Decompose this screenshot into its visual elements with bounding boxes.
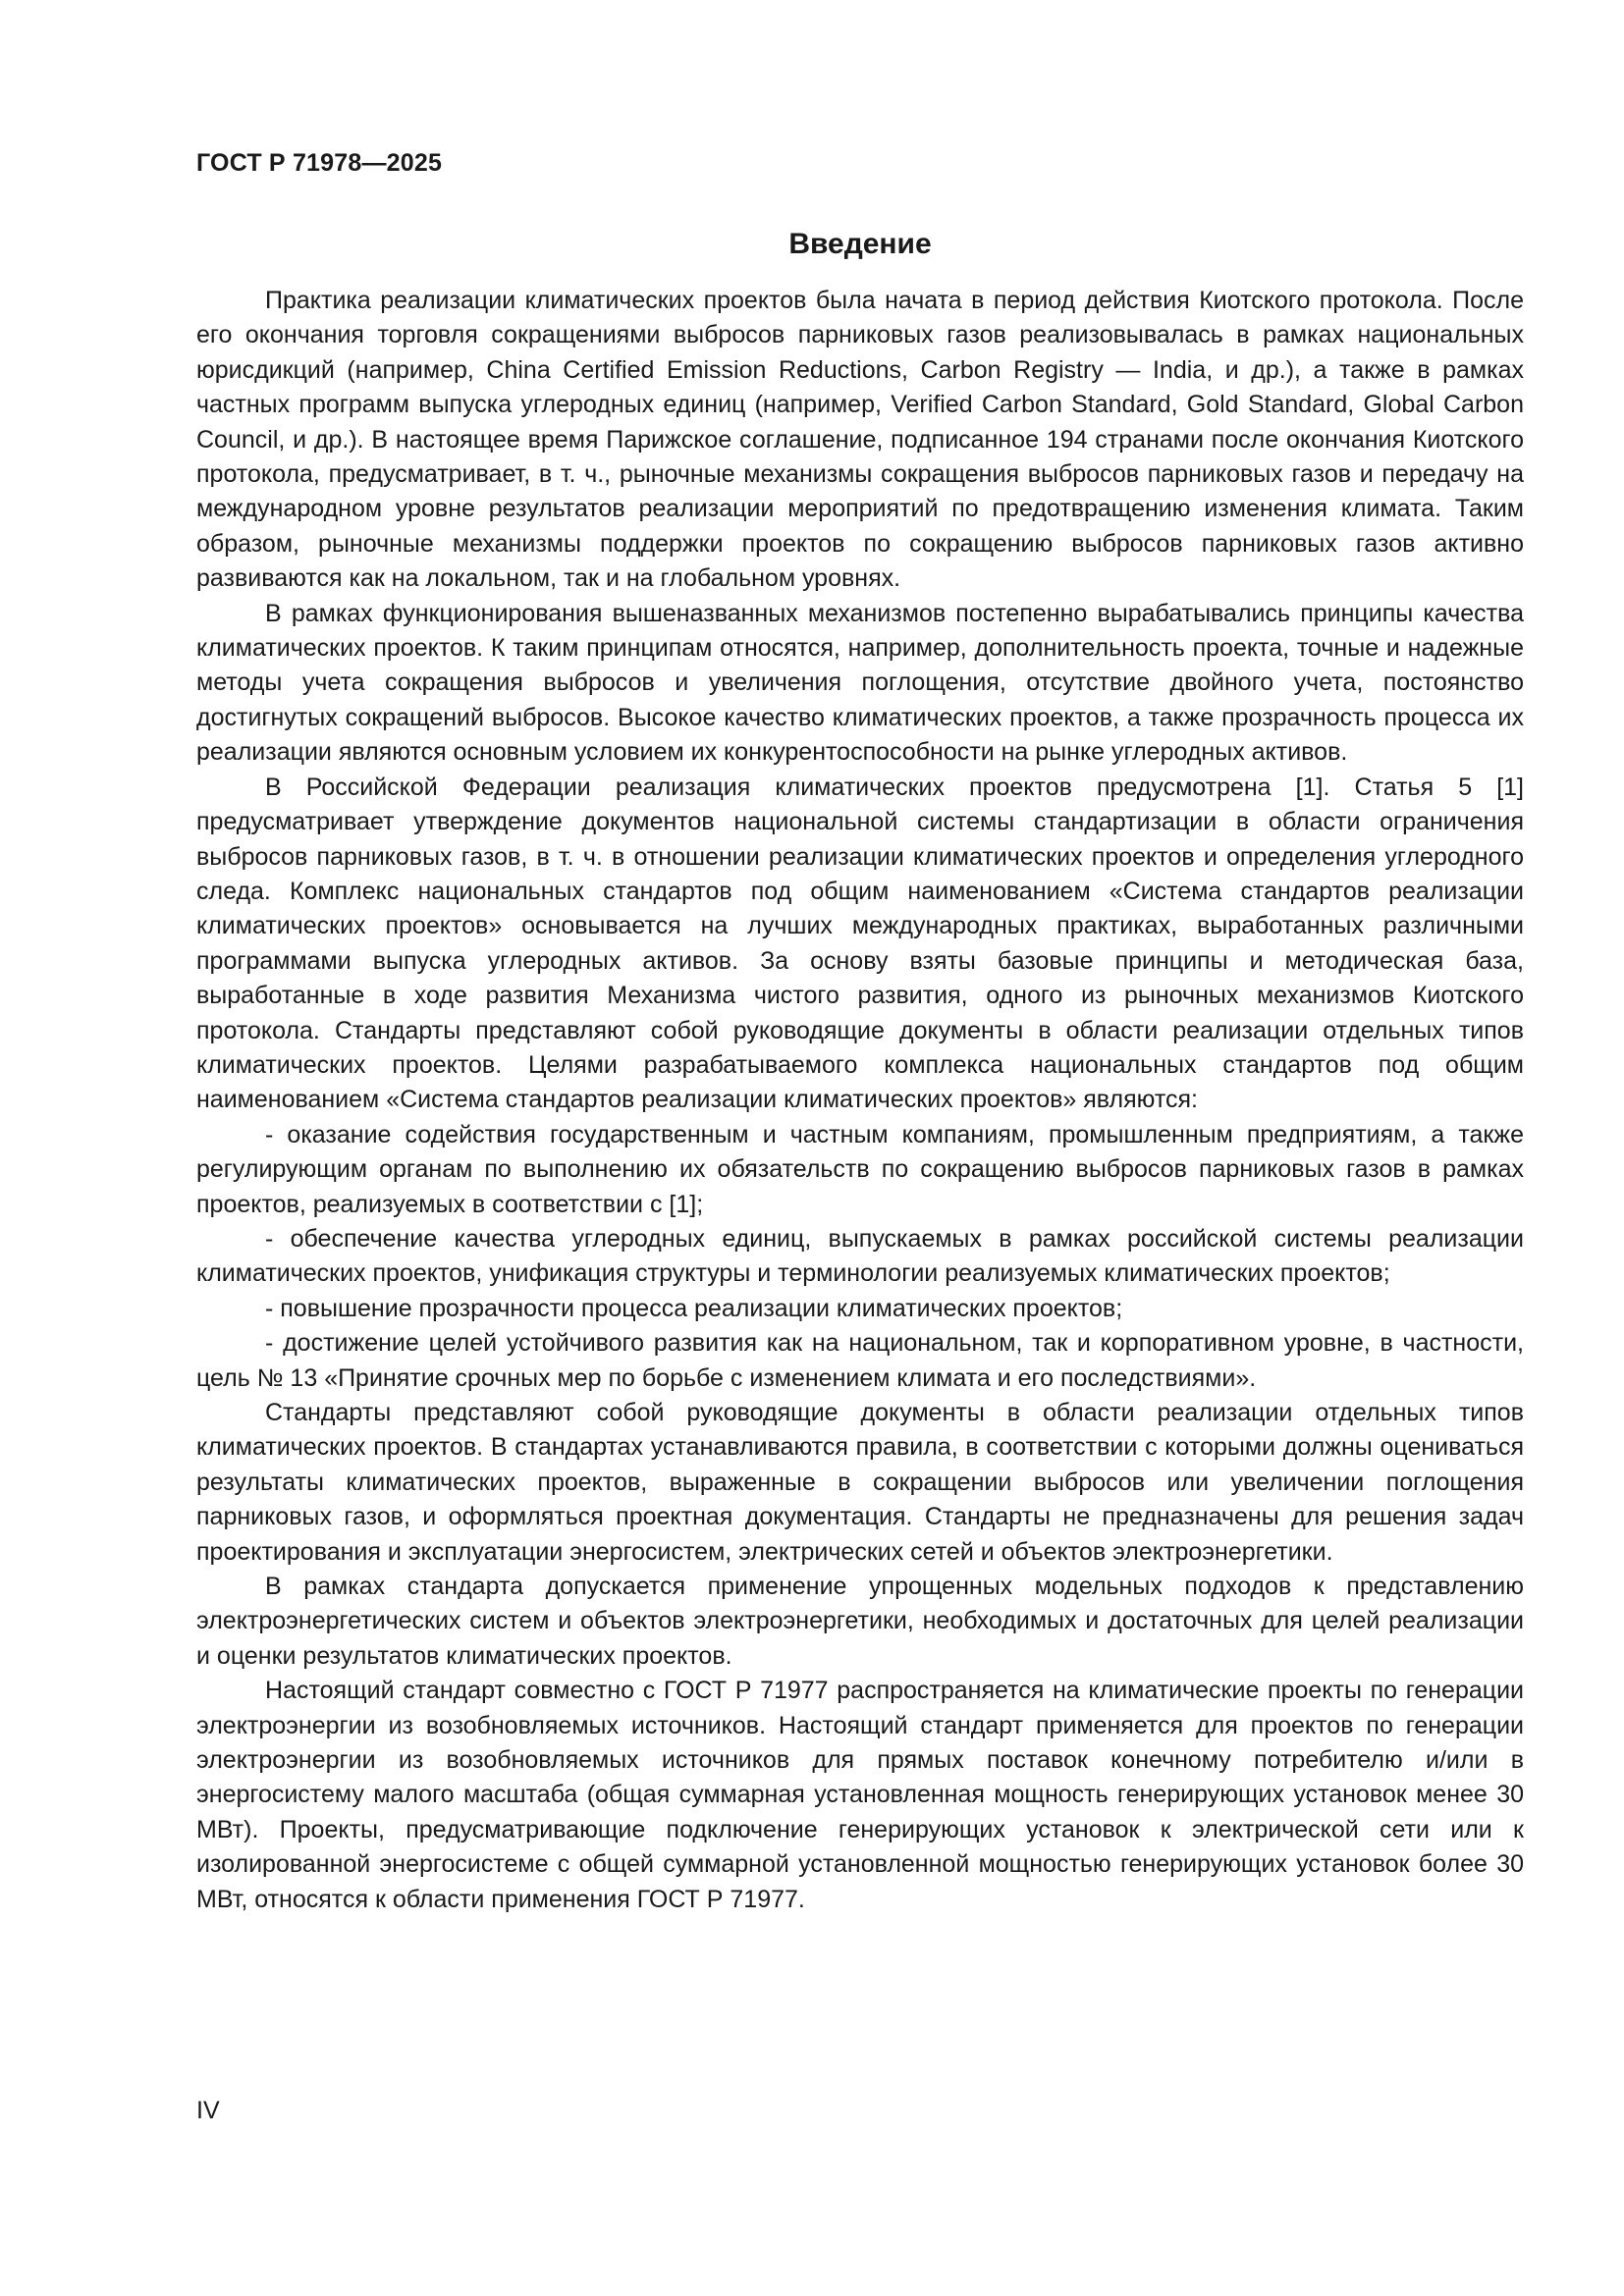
paragraph: Стандарты представляют собой руководящие документы в области реализации отдельных типов климатических проектов. В стандартах устанавливаются правила, в соответствии с которыми должны оцениваться результаты климатических проектов, выраженные в сокращении выбросов или увеличении поглощения парниковых газов, и оформляться проектная документация. Стандарты не предназначены для решения задач проектирования и эксплуатации энергосистем, электрических сетей и объектов электроэнергетики. xyxy=(196,1399,1524,1566)
paragraph: В рамках стандарта допускается применение упрощенных модельных подходов к представлению электроэнергетических систем и объектов электроэнергетики, необходимых и достаточных для целей реализации и оценки результатов климатических проектов. xyxy=(196,1573,1524,1670)
list-item: - повышение прозрачности процесса реализации климатических проектов; xyxy=(265,1294,1123,1322)
paragraph: Настоящий стандарт совместно с ГОСТ Р 71977 распространяется на климатические проекты по генерации электроэнергии из возобновляемых источников. Настоящий стандарт применяется для проектов по генерации электроэнергии из возобновляемых источников для прямых поставок конечному потребителю и/или в энергосистему малого масштаба (общая суммарная установленная мощность генерирующих установок менее 30 МВт). Проекты, предусматривающие подключение генерирующих установок к электрической сети или к изолированной энергосистеме с общей суммарной установленной мощностью генерирующих установок более 30 МВт, относятся к области применения ГОСТ Р 71977. xyxy=(196,1677,1524,1913)
list-item: - оказание содействия государственным и частным компаниям, промышленным предприятиям, а также регулирующим органам по выполнению их обязательств по сокращению выбросов парниковых газов в рамках проектов, реализуемых в соответствии с [1]; xyxy=(196,1120,1524,1218)
paragraph: В Российской Федерации реализация климатических проектов предусмотрена [1]. Статья 5 [1] предусматривает утверждение документов национальной системы стандартизации в области ограничения выбросов парниковых газов, в т. ч. в отношении реализации климатических проектов и определения углеродного следа. Комплекс национальных стандартов под общим наименованием «Система стандартов реализации климатических проектов» основывается на лучших международных практиках, выработанных различными программами выпуска углеродных активов. За основу взяты базовые принципы и методическая база, выработанные в ходе развития Механизма чистого развития, одного из рыночных механизмов Киотского протокола. Стандарты представляют собой руководящие документы в области реализации отдельных типов климатических проектов. Целями разрабатываемого комплекса национальных стандартов под общим наименованием «Система стандартов реализации климатических проектов» являются: xyxy=(196,773,1524,1114)
list-item: - обеспечение качества углеродных единиц, выпускаемых в рамках российской системы реализации климатических проектов, унификация структуры и терминологии реализуемых климатических проектов; xyxy=(196,1224,1524,1288)
paragraph: Практика реализации климатических проектов была начата в период действия Киотского протокола. После его окончания торговля сокращениями выбросов парниковых газов реализовывалась в рамках национальных юрисдикций (например, China Certified Emission Reductions, Carbon Registry — India, и др.), а также в рамках частных программ выпуска углеродных единиц (например, Verified Carbon Standard, Gold Standard, Global Carbon Council, и др.). В настоящее время Парижское соглашение, подписанное 194 странами после окончания Киотского протокола, предусматривает, в т. ч., рыночные механизмы сокращения выбросов парниковых газов и передачу на международном уровне результатов реализации мероприятий по предотвращению изменения климата. Таким образом, рыночные механизмы поддержки проектов по сокращению выбросов парниковых газов активно развиваются как на локальном, так и на глобальном уровнях. xyxy=(196,287,1524,593)
page-number: IV xyxy=(196,2097,220,2124)
list-item: - достижение целей устойчивого развития как на национальном, так и корпоративном уровне, в частности, цель № 13 «Принятие срочных мер по борьбе с изменением климата и его последствиями». xyxy=(196,1329,1524,1392)
section-title: Введение xyxy=(788,228,932,260)
body-text xyxy=(196,284,1524,1917)
paragraph: В рамках функционирования вышеназванных механизмов постепенно вырабатывались принципы качества климатических проектов. К таким принципам относятся, например, дополнительность проекта, точные и надежные методы учета сокращения выбросов и увеличения поглощения, отсутствие двойного учета, постоянство достигнутых сокращений выбросов. Высокое качество климатических проектов, а также прозрачность процесса их реализации являются основным условием их конкурентоспособности на рынке углеродных активов. xyxy=(196,599,1524,767)
document-code-header: ГОСТ Р 71978—2025 xyxy=(196,149,443,177)
